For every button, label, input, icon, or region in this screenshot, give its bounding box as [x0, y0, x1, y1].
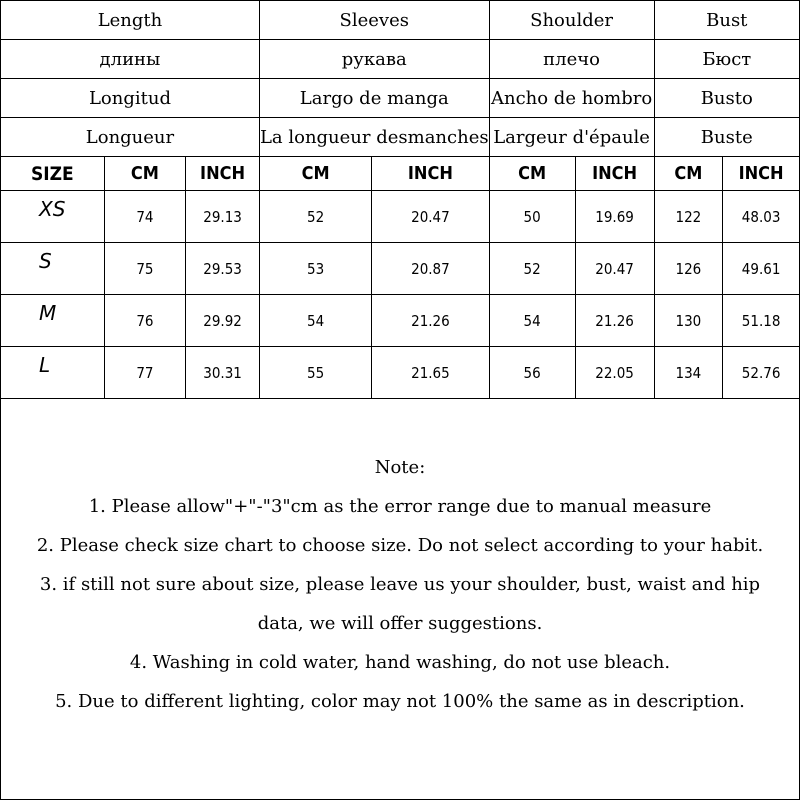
note-heading: Note: [374, 457, 426, 478]
sleeves-cm: 55 [259, 347, 371, 399]
size-label: XS [1, 191, 105, 243]
unit-inch: INCH [723, 157, 800, 191]
bust-inch: 49.61 [723, 243, 800, 295]
sleeves-inch: 21.26 [372, 295, 489, 347]
header-bust: Busto [654, 79, 799, 118]
shoulder-cm: 52 [489, 243, 575, 295]
sleeves-inch: 20.47 [372, 191, 489, 243]
header-row-russian [1, 40, 800, 79]
shoulder-inch: 20.47 [575, 243, 654, 295]
header-row-english [1, 1, 800, 40]
unit-inch: INCH [186, 157, 260, 191]
size-label: S [1, 243, 105, 295]
length-cm: 74 [104, 191, 186, 243]
length-inch: 30.31 [186, 347, 260, 399]
header-bust: Бюст [654, 40, 799, 79]
header-length: Longueur [1, 118, 260, 157]
note-line: 5. Due to different lighting, color may not 100% the same as in description. [55, 691, 745, 712]
size-chart-table [0, 0, 800, 399]
size-column-header: SIZE [1, 157, 105, 191]
header-shoulder: Ancho de hombro [489, 79, 654, 118]
header-bust: Bust [654, 1, 799, 40]
table-row [1, 295, 800, 347]
header-row-french [1, 118, 800, 157]
note-line: 1. Please allow"+"-"3"cm as the error range due to manual measure [88, 496, 712, 517]
header-sleeves: Largo de manga [259, 79, 489, 118]
bust-cm: 126 [654, 243, 723, 295]
header-shoulder: Largeur d'épaule [489, 118, 654, 157]
header-shoulder: плечо [489, 40, 654, 79]
shoulder-cm: 54 [489, 295, 575, 347]
header-shoulder: Shoulder [489, 1, 654, 40]
unit-cm: CM [654, 157, 723, 191]
length-inch: 29.13 [186, 191, 260, 243]
bust-inch: 48.03 [723, 191, 800, 243]
sleeves-cm: 53 [259, 243, 371, 295]
shoulder-inch: 19.69 [575, 191, 654, 243]
sleeves-inch: 21.65 [372, 347, 489, 399]
bust-cm: 134 [654, 347, 723, 399]
unit-cm: CM [489, 157, 575, 191]
bust-cm: 130 [654, 295, 723, 347]
note-line: 4. Washing in cold water, hand washing, do not use bleach. [129, 652, 671, 673]
header-sleeves: La longueur desmanches [259, 118, 489, 157]
table-row [1, 347, 800, 399]
length-inch: 29.53 [186, 243, 260, 295]
note-line: 3. if still not sure about size, please leave us your shoulder, bust, waist and hip [39, 574, 761, 595]
header-bust: Buste [654, 118, 799, 157]
length-cm: 76 [104, 295, 186, 347]
sleeves-inch: 20.87 [372, 243, 489, 295]
header-row-spanish [1, 79, 800, 118]
length-cm: 75 [104, 243, 186, 295]
length-inch: 29.92 [186, 295, 260, 347]
length-cm: 77 [104, 347, 186, 399]
sleeves-cm: 52 [259, 191, 371, 243]
unit-inch: INCH [575, 157, 654, 191]
header-sleeves: Sleeves [259, 1, 489, 40]
bust-inch: 52.76 [723, 347, 800, 399]
size-label: M [1, 295, 105, 347]
header-length: длины [1, 40, 260, 79]
note-line: 2. Please check size chart to choose size. Do not select according to your habit. [36, 535, 764, 556]
unit-cm: CM [104, 157, 186, 191]
size-label: L [1, 347, 105, 399]
shoulder-inch: 22.05 [575, 347, 654, 399]
header-length: Length [1, 1, 260, 40]
shoulder-inch: 21.26 [575, 295, 654, 347]
notes-section [0, 448, 800, 721]
unit-inch: INCH [372, 157, 489, 191]
header-length: Longitud [1, 79, 260, 118]
bust-cm: 122 [654, 191, 723, 243]
header-sleeves: рукава [259, 40, 489, 79]
table-row [1, 243, 800, 295]
shoulder-cm: 50 [489, 191, 575, 243]
note-line: data, we will offer suggestions. [257, 613, 543, 634]
table-row [1, 191, 800, 243]
unit-cm: CM [259, 157, 371, 191]
sleeves-cm: 54 [259, 295, 371, 347]
units-row [1, 157, 800, 191]
bust-inch: 51.18 [723, 295, 800, 347]
shoulder-cm: 56 [489, 347, 575, 399]
